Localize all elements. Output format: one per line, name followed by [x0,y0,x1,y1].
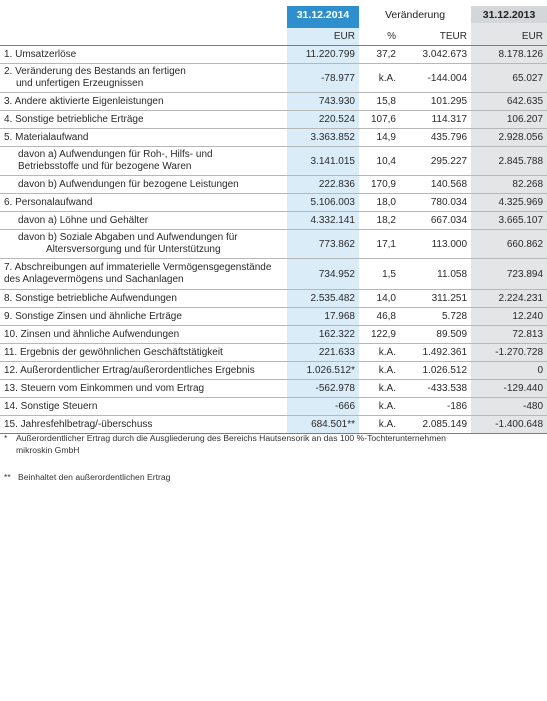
row-label-line-1: 5. Materialaufwand [4,131,89,143]
value-change-pct: 170,9 [359,176,400,194]
table-row [0,176,547,194]
row-label-line-1: 6. Personalaufwand [4,196,93,208]
row-label [0,362,287,380]
value-current: 2.535.482 [287,290,359,308]
value-previous: 65.027 [471,64,547,93]
value-change-teur: 140.568 [400,176,471,194]
table-row [0,362,547,380]
unit-teur: TEUR [400,28,471,46]
value-change-teur: -433.538 [400,380,471,398]
value-change-pct: 18,2 [359,212,400,230]
value-change-pct: k.A. [359,380,400,398]
row-label [0,326,287,344]
value-previous: 8.178.126 [471,46,547,64]
footnotes [4,432,534,498]
row-label-line-2: Altersversorgung und für Unterstützung [46,244,221,255]
row-label [0,212,287,230]
row-label [0,290,287,308]
value-current: 3.363.852 [287,129,359,147]
value-change-pct: 14,0 [359,290,400,308]
row-label-line-1: 11. Ergebnis der gewöhnlichen Geschäftstätigkeit [4,346,223,358]
value-previous: 2.928.056 [471,129,547,147]
value-previous: 660.862 [471,230,547,259]
value-current: 162.322 [287,326,359,344]
row-label [0,147,287,176]
table-row [0,147,547,176]
table-row [0,230,547,259]
value-change-teur: 780.034 [400,194,471,212]
value-current: 5.106.003 [287,194,359,212]
footnote-2-text: Beinhaltet den außerordentlichen Ertrag [18,472,171,482]
value-current: -78.977 [287,64,359,93]
value-previous: -1.400.648 [471,416,547,434]
row-label-line-1: davon a) Löhne und Gehälter [18,214,149,226]
value-change-pct: k.A. [359,362,400,380]
value-previous: 0 [471,362,547,380]
value-current: 4.332.141 [287,212,359,230]
value-current: 220.524 [287,111,359,129]
row-label-line-1: 3. Andere aktivierte Eigenleistungen [4,95,164,107]
value-current: -666 [287,398,359,416]
value-change-pct: k.A. [359,64,400,93]
income-statement-table [0,6,547,434]
table-row [0,111,547,129]
change-header: Veränderung [384,8,446,21]
row-label-line-1: davon b) Soziale Abgaben und Aufwendungen für [18,232,238,243]
value-change-teur: 11.058 [400,259,471,290]
value-change-teur: 101.295 [400,93,471,111]
row-label-line-1: davon a) Aufwendungen für Roh-, Hilfs- und [18,149,213,160]
table-row [0,64,547,93]
footnote-1 [4,432,534,456]
value-previous: 4.325.969 [471,194,547,212]
value-previous: 2.845.788 [471,147,547,176]
row-label-line-1: 8. Sonstige betriebliche Aufwendungen [4,292,177,304]
value-previous: 72.813 [471,326,547,344]
value-previous: -129.440 [471,380,547,398]
table-row [0,344,547,362]
table-row [0,259,547,290]
value-change-teur: 435.796 [400,129,471,147]
value-change-pct: 17,1 [359,230,400,259]
value-change-teur: 667.034 [400,212,471,230]
table-row [0,93,547,111]
row-label [0,194,287,212]
value-previous: 2.224.231 [471,290,547,308]
row-label-line-2: des Anlagevermögens und Sachanlagen [4,274,184,285]
table-row [0,398,547,416]
value-change-pct: 10,4 [359,147,400,176]
value-current: 221.633 [287,344,359,362]
value-current: 222.836 [287,176,359,194]
value-current: 17.968 [287,308,359,326]
row-label-line-1: 2. Veränderung des Bestands an fertigen [4,66,186,77]
row-label [0,111,287,129]
value-change-teur: 3.042.673 [400,46,471,64]
footnote-1-line-1: Außerordentlicher Ertrag durch die Ausgliederung des Bereichs Hautsensorik an das 100 %-Tochterunternehmen [16,433,446,443]
row-label-line-1: 12. Außerordentlicher Ertrag/außerordentliches Ergebnis [4,364,255,376]
row-label [0,93,287,111]
value-change-pct: k.A. [359,344,400,362]
value-change-pct: 1,5 [359,259,400,290]
header-row-units [0,28,547,46]
value-change-teur: 114.317 [400,111,471,129]
value-previous: 642.635 [471,93,547,111]
row-label [0,230,287,259]
row-label [0,344,287,362]
table-row [0,46,547,64]
table-row [0,129,547,147]
value-change-teur: 1.492.361 [400,344,471,362]
value-current: 684.501** [287,416,359,434]
value-current: 3.141.015 [287,147,359,176]
value-change-teur: -144.004 [400,64,471,93]
value-change-pct: 37,2 [359,46,400,64]
row-label [0,416,287,434]
row-label [0,64,287,93]
value-previous: -1.270.728 [471,344,547,362]
value-change-pct: k.A. [359,398,400,416]
table-row [0,308,547,326]
row-label-line-1: 13. Steuern vom Einkommen und vom Ertrag [4,382,205,394]
value-change-pct: 107,6 [359,111,400,129]
value-previous: 3.665.107 [471,212,547,230]
value-change-pct: k.A. [359,416,400,434]
value-change-teur: 89.509 [400,326,471,344]
table-row [0,380,547,398]
footnote-1-mark: * [4,433,8,443]
value-current: 734.952 [287,259,359,290]
row-label [0,176,287,194]
row-label [0,380,287,398]
value-previous: 106.207 [471,111,547,129]
footnote-2 [4,471,534,483]
value-change-teur: 113.000 [400,230,471,259]
header-row-dates [0,6,547,23]
value-change-pct: 122,9 [359,326,400,344]
row-label-line-1: 1. Umsatzerlöse [4,48,77,60]
table-row [0,194,547,212]
row-label-line-1: 4. Sonstige betriebliche Erträge [4,113,144,125]
table-row [0,416,547,434]
value-current: 1.026.512* [287,362,359,380]
table-row [0,290,547,308]
current-year-header: 31.12.2014 [287,6,359,23]
value-change-pct: 14,9 [359,129,400,147]
value-previous: -480 [471,398,547,416]
row-label [0,46,287,64]
value-change-teur: 5.728 [400,308,471,326]
value-current: 773.862 [287,230,359,259]
row-label-line-2: und unfertigen Erzeugnissen [16,78,144,89]
value-change-pct: 15,8 [359,93,400,111]
table-row [0,212,547,230]
value-current: 11.220.799 [287,46,359,64]
row-label-line-2: Betriebsstoffe und für bezogene Waren [18,161,192,172]
row-label-line-1: 7. Abschreibungen auf immaterielle Vermögensgegenstände [4,262,272,273]
row-label-line-1: davon b) Aufwendungen für bezogene Leistungen [18,178,239,190]
table-row [0,326,547,344]
row-label-line-1: 9. Sonstige Zinsen und ähnliche Erträge [4,310,182,322]
value-current: -562.978 [287,380,359,398]
unit-current: EUR [287,28,359,46]
value-change-teur: 1.026.512 [400,362,471,380]
row-label [0,308,287,326]
row-label-line-1: 14. Sonstige Steuern [4,400,98,412]
row-label [0,398,287,416]
previous-year-header: 31.12.2013 [471,6,547,23]
value-change-teur: 295.227 [400,147,471,176]
unit-pct: % [359,28,400,46]
value-change-pct: 18,0 [359,194,400,212]
row-label-line-1: 15. Jahresfehlbetrag/-überschuss [4,418,153,430]
row-label [0,259,287,290]
value-change-teur: 311.251 [400,290,471,308]
value-change-teur: 2.085.149 [400,416,471,434]
value-change-teur: -186 [400,398,471,416]
value-previous: 82.268 [471,176,547,194]
footnote-1-line-2: mikroskin GmbH [16,445,80,455]
table-body [0,46,547,434]
value-change-pct: 46,8 [359,308,400,326]
row-label [0,129,287,147]
value-previous: 723.894 [471,259,547,290]
footnote-2-mark: ** [4,472,11,482]
value-current: 743.930 [287,93,359,111]
unit-previous: EUR [471,28,547,46]
value-previous: 12.240 [471,308,547,326]
row-label-line-1: 10. Zinsen und ähnliche Aufwendungen [4,328,180,340]
